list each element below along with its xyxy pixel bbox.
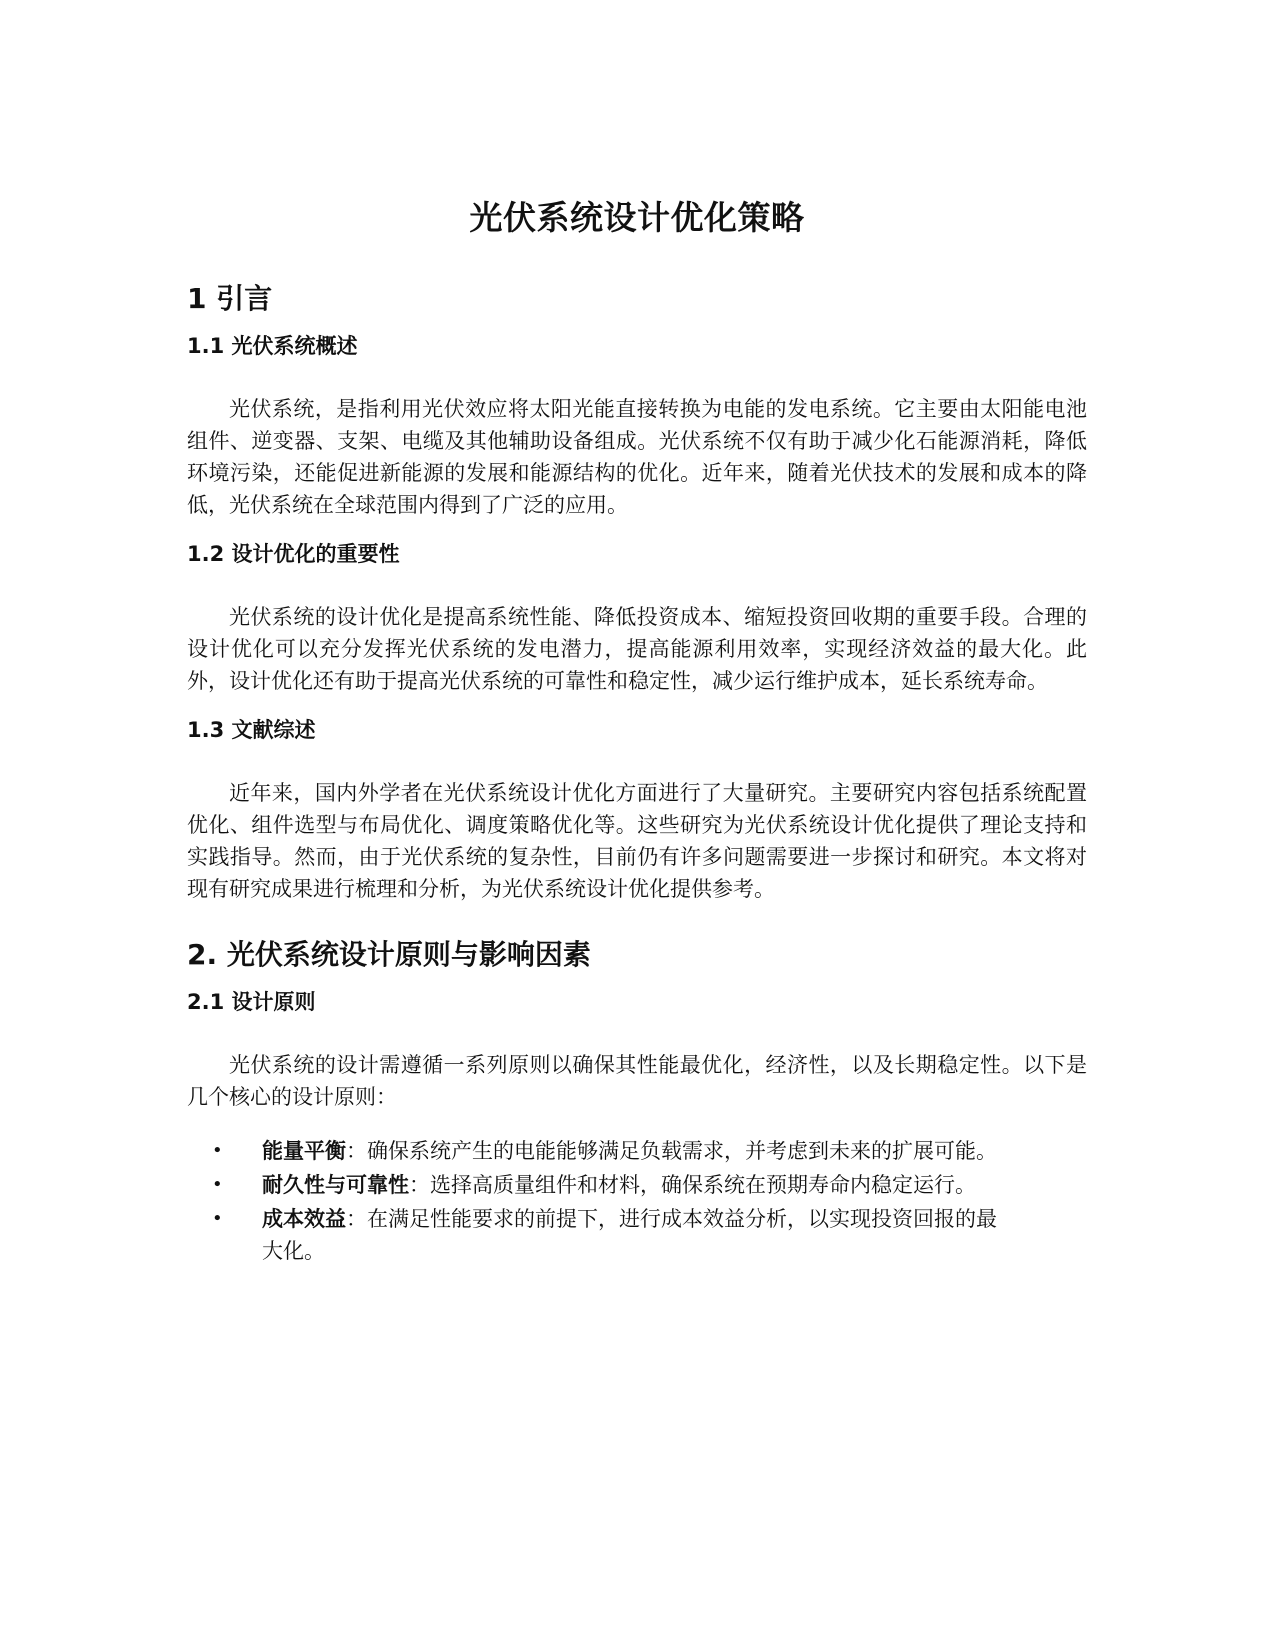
bullet-icon: • bbox=[212, 1208, 223, 1229]
document-title: 光伏系统设计优化策略 bbox=[469, 198, 805, 237]
bullet-icon: • bbox=[212, 1174, 223, 1195]
bullet-term: 成本效益 bbox=[262, 1207, 346, 1231]
bullet-text: ：选择高质量组件和材料，确保系统在预期寿命内稳定运行。 bbox=[409, 1173, 976, 1197]
paragraph-principles-intro: 光伏系统的设计需遵循一系列原则以确保其性能最优化，经济性，以及长期稳定性。以下是几个核心的设计原则： bbox=[187, 1053, 1087, 1109]
section-heading-introduction: 1 引言 bbox=[187, 282, 273, 315]
subsection-heading-optimization-importance: 1.2 设计优化的重要性 bbox=[187, 542, 400, 566]
list-item bbox=[187, 1169, 1017, 1201]
paragraph-pv-overview: 光伏系统，是指利用光伏效应将太阳光能直接转换为电能的发电系统。它主要由太阳能电池组件、逆变器、支架、电缆及其他辅助设备组成。光伏系统不仅有助于减少化石能源消耗，降低环境污染，还能促进新能源的发展和能源结构的优化。近年来，随着光伏技术的发展和成本的降低，光伏系统在全球范围内得到了广泛的应用。 bbox=[187, 397, 1087, 517]
subsection-heading-principles: 2.1 设计原则 bbox=[187, 990, 316, 1014]
bullet-term: 能量平衡 bbox=[262, 1139, 346, 1163]
bullet-text: ：确保系统产生的电能能够满足负载需求，并考虑到未来的扩展可能。 bbox=[346, 1139, 997, 1163]
bullet-text: ：在满足性能要求的前提下，进行成本效益分析，以实现投资回报的最大化。 bbox=[262, 1207, 997, 1263]
subsection-heading-pv-overview: 1.1 光伏系统概述 bbox=[187, 334, 358, 358]
bullet-icon: • bbox=[212, 1140, 223, 1161]
document-content bbox=[187, 195, 1087, 1269]
list-item bbox=[187, 1203, 1017, 1267]
section-heading-design-principles: 2. 光伏系统设计原则与影响因素 bbox=[187, 938, 591, 971]
bullet-term: 耐久性与可靠性 bbox=[262, 1173, 409, 1197]
subsection-heading-literature-review: 1.3 文献综述 bbox=[187, 718, 316, 742]
list-item bbox=[187, 1135, 1017, 1167]
paragraph-optimization-importance: 光伏系统的设计优化是提高系统性能、降低投资成本、缩短投资回收期的重要手段。合理的设计优化可以充分发挥光伏系统的发电潜力，提高能源利用效率，实现经济效益的最大化。此外，设计优化还有助于提高光伏系统的可靠性和稳定性，减少运行维护成本，延长系统寿命。 bbox=[187, 605, 1087, 693]
paragraph-literature-review: 近年来，国内外学者在光伏系统设计优化方面进行了大量研究。主要研究内容包括系统配置优化、组件选型与布局优化、调度策略优化等。这些研究为光伏系统设计优化提供了理论支持和实践指导。然而，由于光伏系统的复杂性，目前仍有许多问题需要进一步探讨和研究。本文将对现有研究成果进行梳理和分析，为光伏系统设计优化提供参考。 bbox=[187, 781, 1087, 901]
principles-bullet-list bbox=[187, 1135, 1087, 1267]
